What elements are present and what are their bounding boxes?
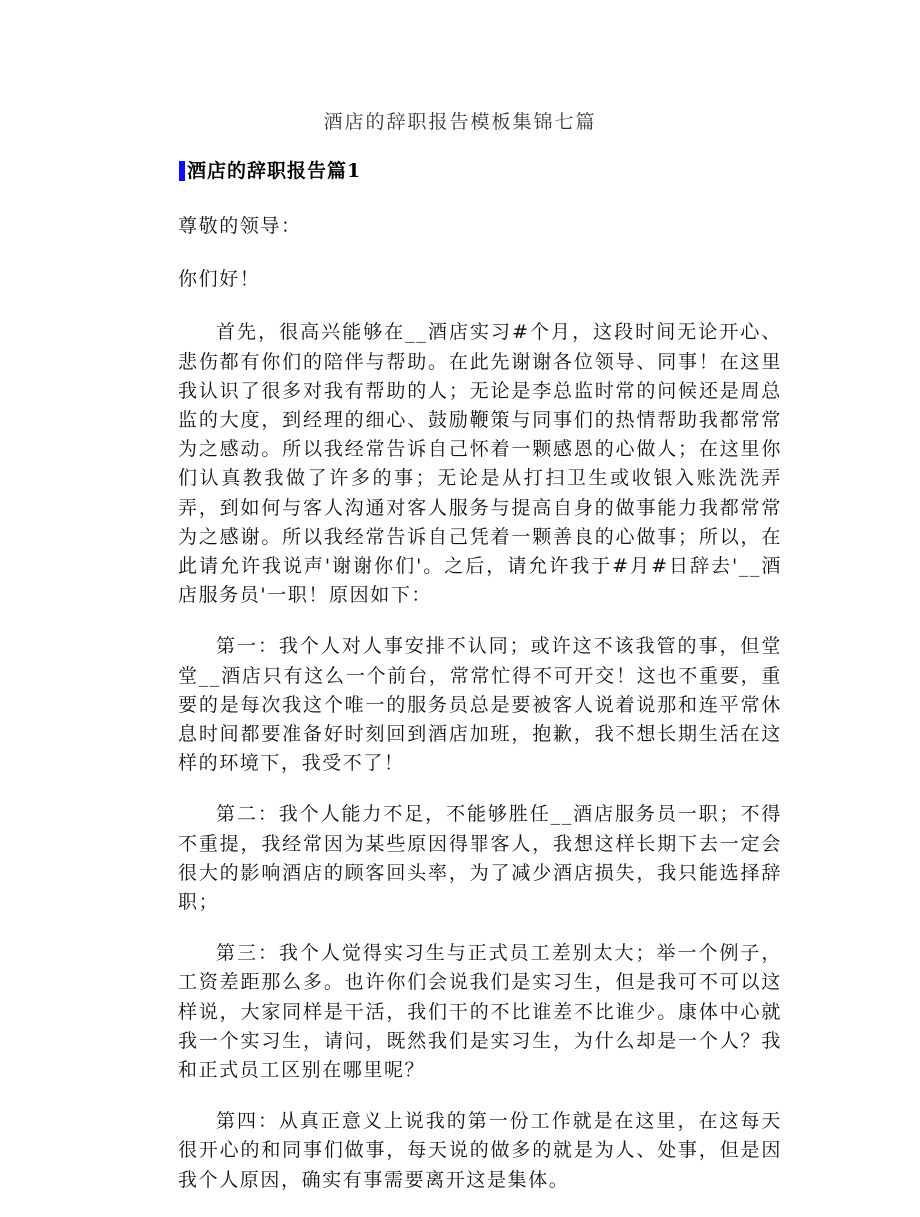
paragraph-reason-2: 第二：我个人能力不足，不能够胜任__酒店服务员一职；不得不重提，我经常因为某些原因得罪客人，我想这样长期下去一定会很大的影响酒店的顾客回头率，为了减少酒店损失，我只能选择辞职； (178, 803, 782, 914)
paragraph-reason-3: 第三：我个人觉得实习生与正式员工差别太大；举一个例子，工资差距那么多。也许你们会说我们是实习生，但是我可不可以这样说，大家同样是干活，我们干的不比谁差不比谁少。康体中心就我一个实习生，请问，既然我们是实习生，为什么却是一个人？我和正式员工区别在哪里呢？ (178, 942, 782, 1082)
heading-marker-bar (179, 161, 185, 181)
salutation: 尊敬的领导： (178, 215, 302, 237)
greeting: 你们好！ (178, 268, 261, 291)
section-heading-text: 酒店的辞职报告篇1 (187, 160, 362, 182)
paragraph-intro: 首先，很高兴能够在__酒店实习#个月，这段时间无论开心、悲伤都有你们的陪伴与帮助。在此先谢谢各位领导、同事！在这里我认识了很多对我有帮助的人；无论是李总监时常的问候还是周总监的大度，到经理的细心、鼓励鞭策与同事们的热情帮助我都常常为之感动。所以我经常告诉自己怀着一颗感恩的心做人；在这里你们认真教我做了许多的事；无论是从打扫卫生或收银入账洗洗弄弄，到如何与客人沟通对客人服务与提高自身的做事能力我都常常为之感谢。所以我经常告诉自己凭着一颗善良的心做事；所以，在此请允许我说声'谢谢你们'。之后，请允许我于#月#日辞去'__酒店服务员'一职！原因如下： (178, 321, 782, 607)
paragraph-reason-1: 第一：我个人对人事安排不认同；或许这不该我管的事，但堂堂__酒店只有这么一个前台，常常忙得不可开交！这也不重要，重要的是每次我这个唯一的服务员总是要被客人说着说那和连平常休息时间都要准备好时刻回到酒店加班，抱歉，我不想长期生活在这样的环境下，我受不了！ (178, 635, 782, 775)
document-title: 酒店的辞职报告模板集锦七篇 (323, 111, 597, 133)
paragraph-reason-4: 第四：从真正意义上说我的第一份工作就是在这里，在这每天很开心的和同事们做事，每天说的做多的就是为人、处事，但是因我个人原因，确实有事需要离开这是集体。 (178, 1110, 782, 1191)
document-body (178, 212, 782, 1217)
section-heading (179, 158, 361, 184)
